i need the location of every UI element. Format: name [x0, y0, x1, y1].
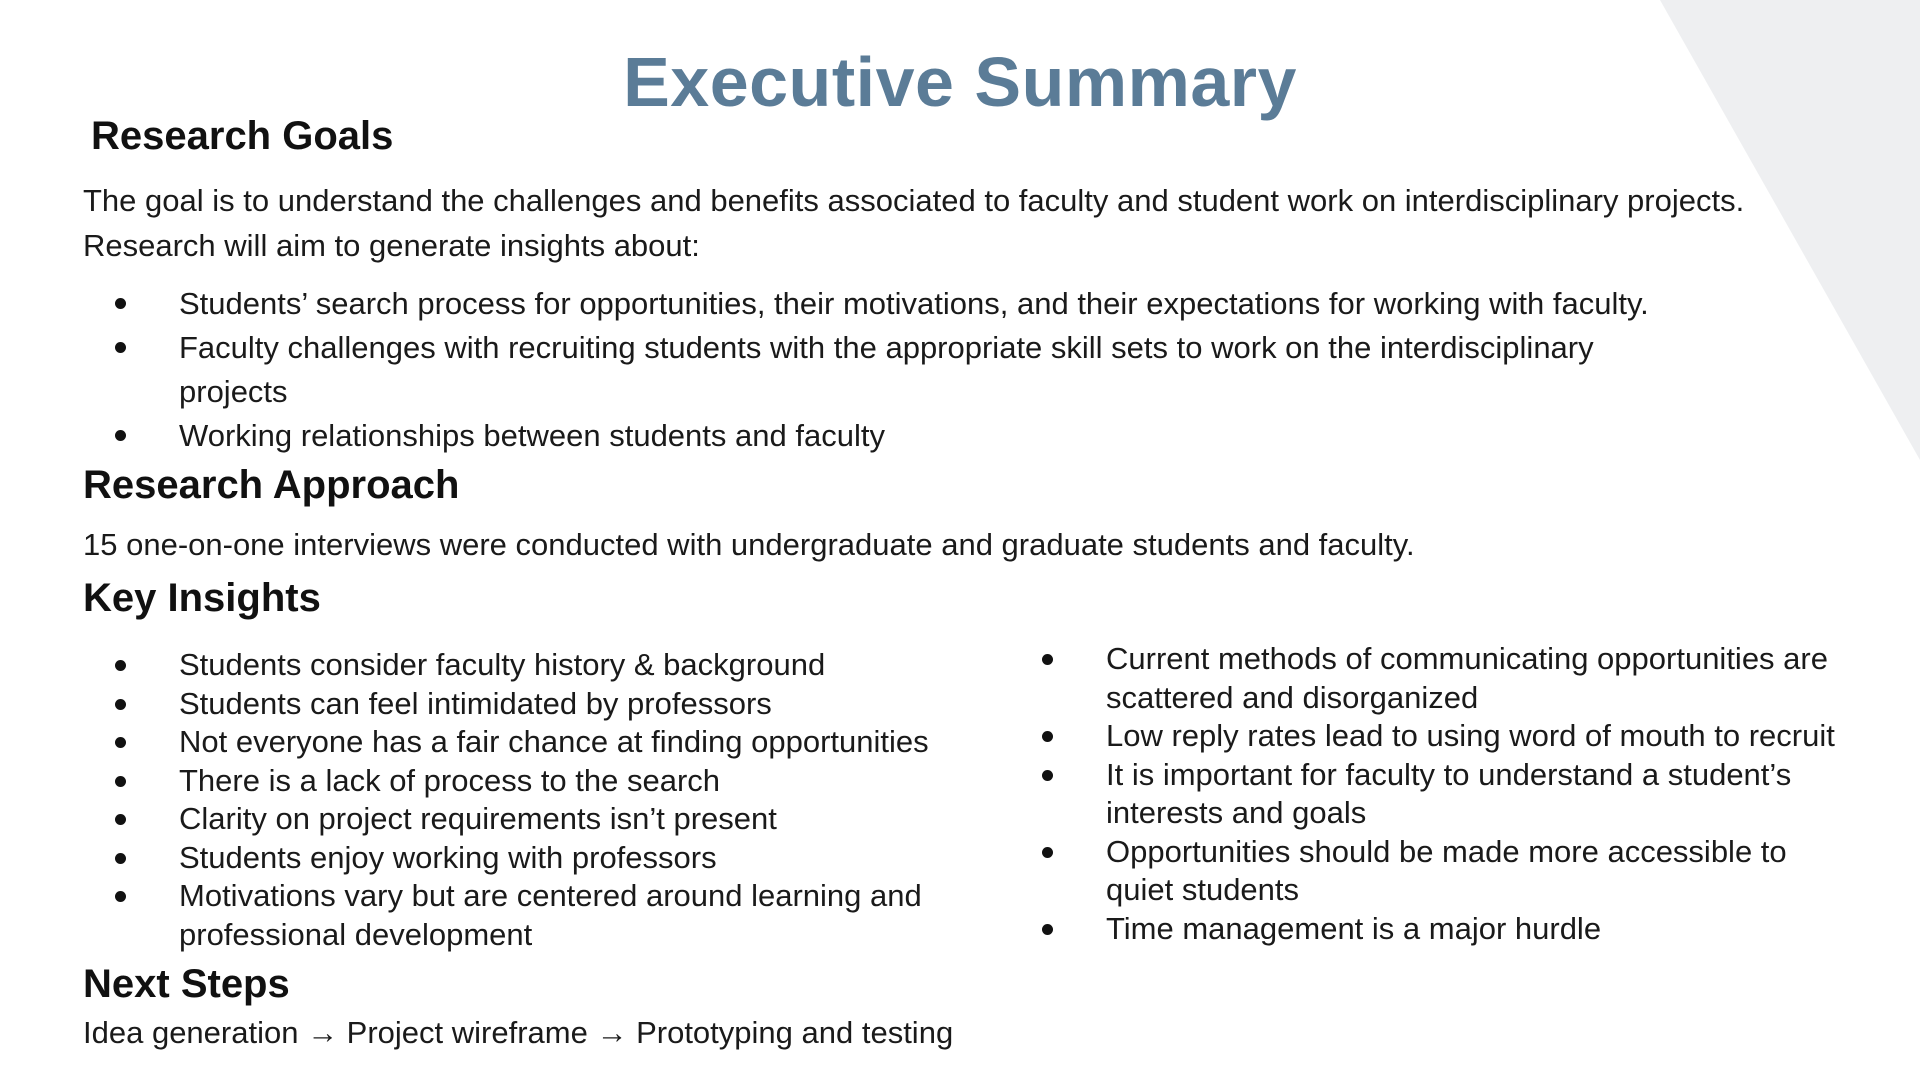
- list-item: It is important for faculty to understand a student’s interests and goals: [1010, 756, 1910, 833]
- key-insights-heading: Key Insights: [83, 576, 321, 620]
- list-item: Students can feel intimidated by professors: [83, 685, 1023, 724]
- key-insights-left-list: [83, 646, 1023, 954]
- research-approach-heading: Research Approach: [83, 463, 460, 507]
- list-item: Time management is a major hurdle: [1010, 910, 1910, 949]
- list-item: Current methods of communicating opportunities are scattered and disorganized: [1010, 640, 1910, 717]
- list-item: Motivations vary but are centered around learning and professional development: [83, 877, 1023, 954]
- list-item: Students’ search process for opportunities, their motivations, and their expectations for working with faculty.: [83, 282, 1843, 326]
- list-item: Low reply rates lead to using word of mouth to recruit: [1010, 717, 1910, 756]
- list-item: Students consider faculty history & background: [83, 646, 1023, 685]
- research-goals-heading: Research Goals: [91, 114, 394, 158]
- list-item: Faculty challenges with recruiting students with the appropriate skill sets to work on the interdisciplinary projects: [83, 326, 1843, 414]
- list-item: Students enjoy working with professors: [83, 839, 1023, 878]
- list-item: Clarity on project requirements isn’t present: [83, 800, 1023, 839]
- list-item: Not everyone has a fair chance at finding opportunities: [83, 723, 1023, 762]
- list-item: Working relationships between students and faculty: [83, 414, 1843, 458]
- list-item: Opportunities should be made more accessible to quiet students: [1010, 833, 1910, 910]
- page-title: Executive Summary: [623, 43, 1297, 121]
- next-steps-heading: Next Steps: [83, 962, 290, 1006]
- research-goals-list: [83, 282, 1843, 458]
- research-goals-intro: The goal is to understand the challenges and benefits associated to faculty and student work on interdisciplinary projects. Research will aim to generate insights about:: [83, 183, 1745, 263]
- next-steps-text: Idea generation → Project wireframe → Prototyping and testing: [83, 1015, 954, 1050]
- list-item: There is a lack of process to the search: [83, 762, 1023, 801]
- key-insights-right-list: [1010, 640, 1910, 948]
- research-approach-text: 15 one-on-one interviews were conducted with undergraduate and graduate students and faculty.: [83, 527, 1415, 562]
